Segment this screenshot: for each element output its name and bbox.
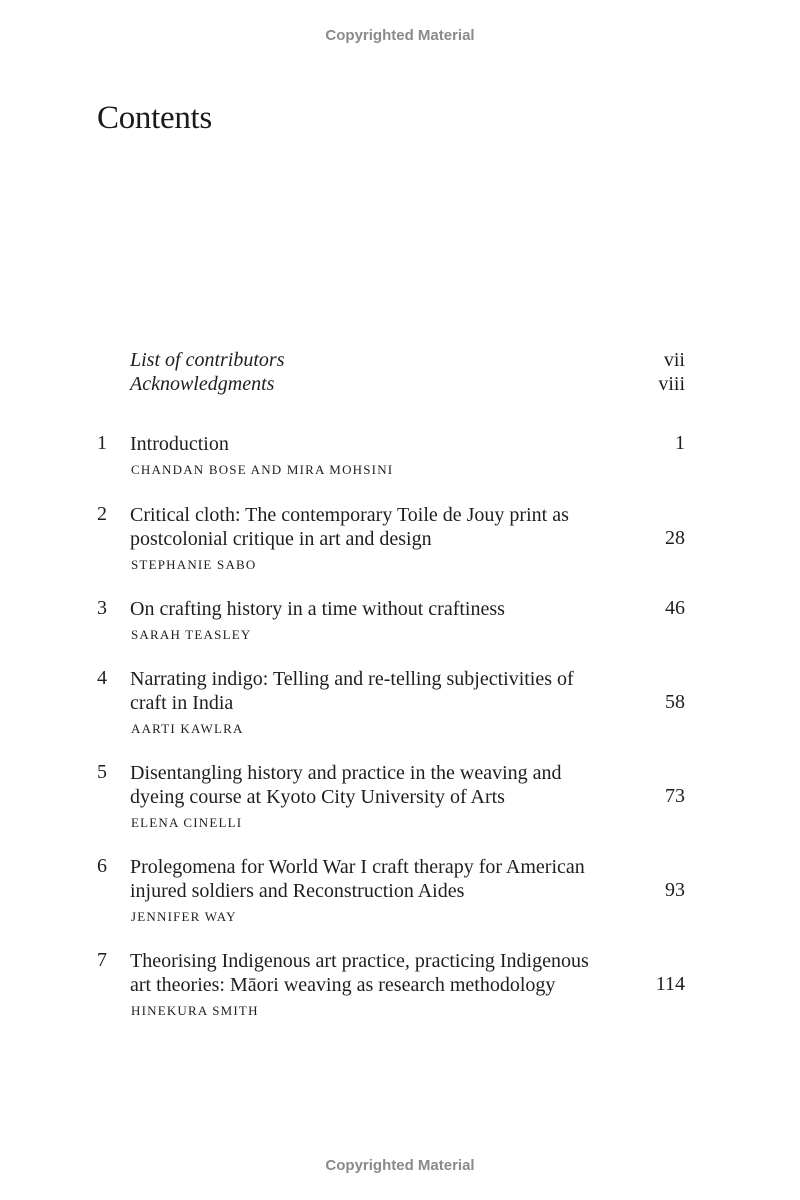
front-matter-page: viii (658, 373, 685, 395)
chapter-title (130, 432, 630, 456)
chapter-title (130, 949, 630, 997)
chapter-title (130, 761, 630, 809)
chapter-page-number: 58 (665, 691, 685, 713)
chapter-title-line: Theorising Indigenous art practice, practicing Indigenous (130, 950, 589, 972)
chapter-number: 4 (97, 667, 107, 689)
chapter-title-line: On crafting history in a time without craftiness (130, 598, 505, 620)
chapter-author: CHANDAN BOSE AND MIRA MOHSINI (131, 462, 394, 477)
chapter-author: SARAH TEASLEY (131, 627, 252, 642)
chapter-author: STEPHANIE SABO (131, 557, 257, 572)
front-matter-item (0, 349, 800, 373)
chapter-page-number: 1 (675, 432, 685, 454)
chapter-title-line: Introduction (130, 433, 229, 455)
page-title: Contents (97, 100, 212, 136)
chapter-title-line: Disentangling history and practice in the weaving and (130, 762, 562, 784)
chapter-title-line: Critical cloth: The contemporary Toile de Jouy print as (130, 504, 569, 526)
chapter-author: JENNIFER WAY (131, 909, 237, 924)
chapter-author: ELENA CINELLI (131, 815, 243, 830)
chapter-number: 6 (97, 855, 107, 877)
chapter-title (130, 597, 630, 621)
chapter-title-line: craft in India (130, 692, 234, 714)
chapter-page-number: 73 (665, 785, 685, 807)
copyright-watermark-top: Copyrighted Material (325, 27, 475, 44)
front-matter-item (0, 373, 800, 397)
chapter-page-number: 28 (665, 527, 685, 549)
chapter-page-number: 114 (655, 973, 685, 995)
chapter-author: AARTI KAWLRA (131, 721, 244, 736)
chapter-page-number: 93 (665, 879, 685, 901)
chapter-number: 3 (97, 597, 107, 619)
chapter-page-number: 46 (665, 597, 685, 619)
chapter-number: 5 (97, 761, 107, 783)
chapter-number: 2 (97, 503, 107, 525)
chapter-title-line: art theories: Māori weaving as research methodology (130, 974, 556, 996)
chapter-title-line: Narrating indigo: Telling and re-telling subjectivities of (130, 668, 574, 690)
chapter-title-line: injured soldiers and Reconstruction Aides (130, 880, 465, 902)
chapter-number: 1 (97, 432, 107, 454)
chapter-title-line: postcolonial critique in art and design (130, 528, 432, 550)
front-matter-label: List of contributors (130, 349, 285, 371)
copyright-watermark-bottom: Copyrighted Material (325, 1157, 475, 1174)
front-matter-label: Acknowledgments (130, 373, 275, 395)
front-matter-list (0, 349, 800, 397)
chapter-title-line: Prolegomena for World War I craft therapy for American (130, 856, 585, 878)
chapter-author: HINEKURA SMITH (131, 1003, 259, 1018)
chapter-title (130, 667, 630, 715)
chapter-title (130, 855, 630, 903)
front-matter-page: vii (663, 349, 685, 371)
chapter-title (130, 503, 630, 551)
chapter-number: 7 (97, 949, 107, 971)
chapter-title-line: dyeing course at Kyoto City University of Arts (130, 786, 505, 808)
